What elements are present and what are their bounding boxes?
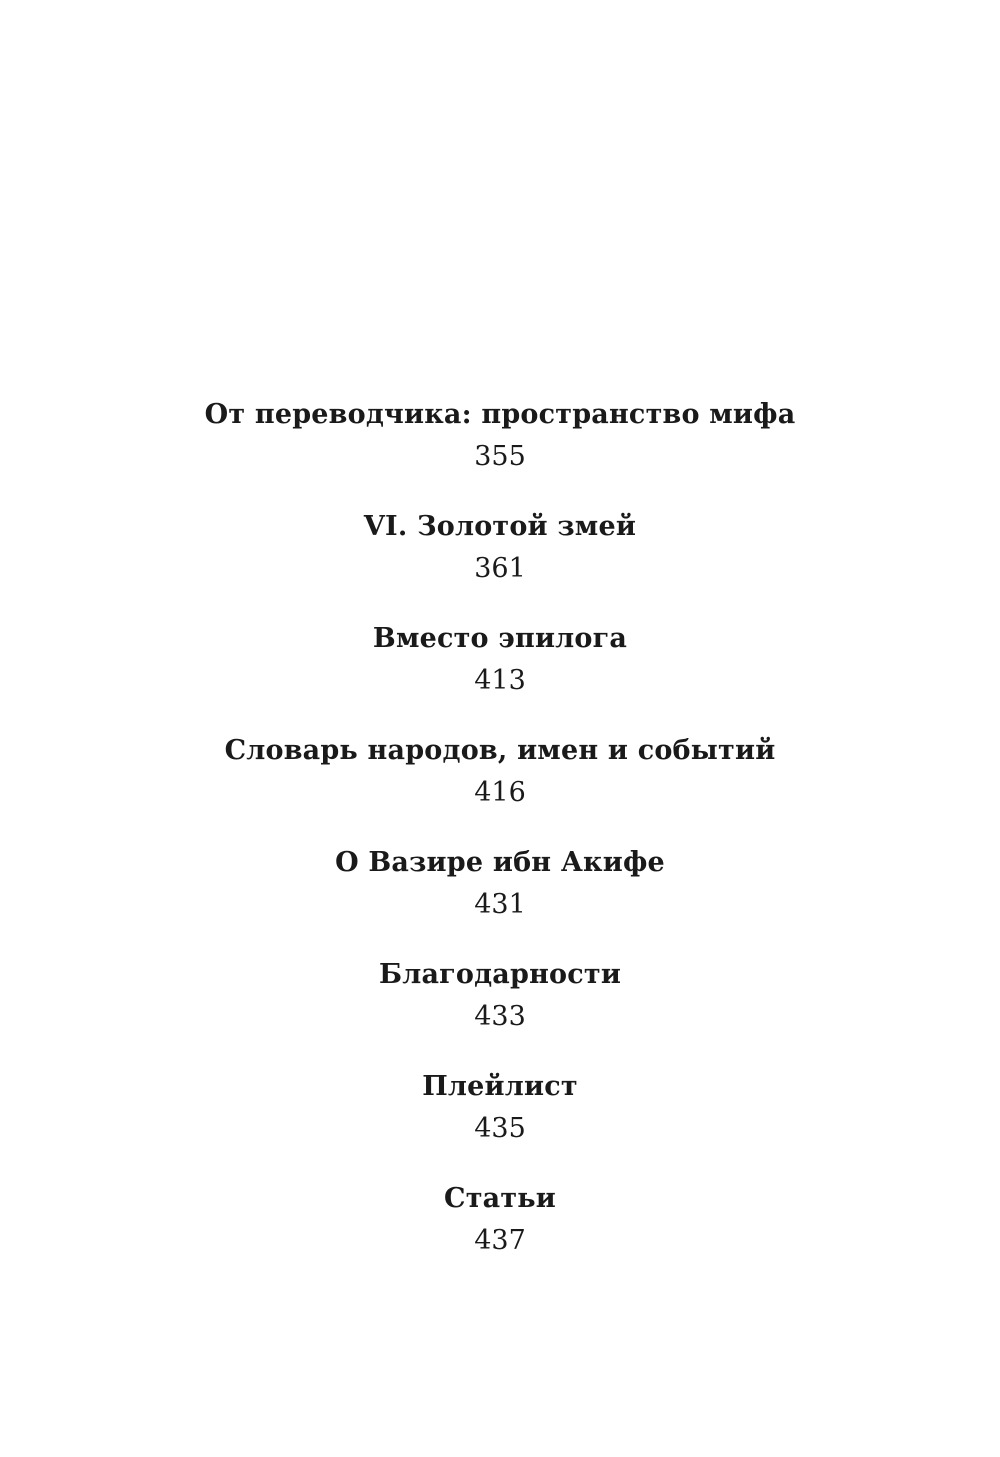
table-of-contents (0, 393, 1000, 1289)
entry-page-number: 433 (474, 1001, 526, 1032)
toc-entry (0, 393, 1000, 505)
entry-page-number: 413 (474, 665, 526, 696)
toc-entry (0, 617, 1000, 729)
toc-entry (0, 953, 1000, 1065)
entry-page-number: 355 (474, 441, 526, 472)
entry-page-number: 437 (474, 1225, 526, 1256)
entry-title: Благодарности (378, 959, 622, 990)
entry-page-number: 361 (474, 553, 526, 584)
entry-title: Статьи (444, 1183, 556, 1214)
entry-title: VI. Золотой змей (363, 511, 637, 542)
toc-entry (0, 1065, 1000, 1177)
entry-title: Плейлист (422, 1071, 578, 1102)
toc-entry (0, 841, 1000, 953)
entry-title: От переводчика: пространство мифа (204, 399, 796, 430)
entry-title: Словарь народов, имен и событий (224, 735, 776, 766)
entry-page-number: 435 (474, 1113, 526, 1144)
toc-entry (0, 729, 1000, 841)
entry-page-number: 431 (474, 889, 526, 920)
toc-entry (0, 1177, 1000, 1289)
entry-page-number: 416 (474, 777, 526, 808)
entry-title: Вместо эпилога (372, 623, 628, 654)
toc-entry (0, 505, 1000, 617)
entry-title: О Вазире ибн Акифе (335, 847, 665, 878)
